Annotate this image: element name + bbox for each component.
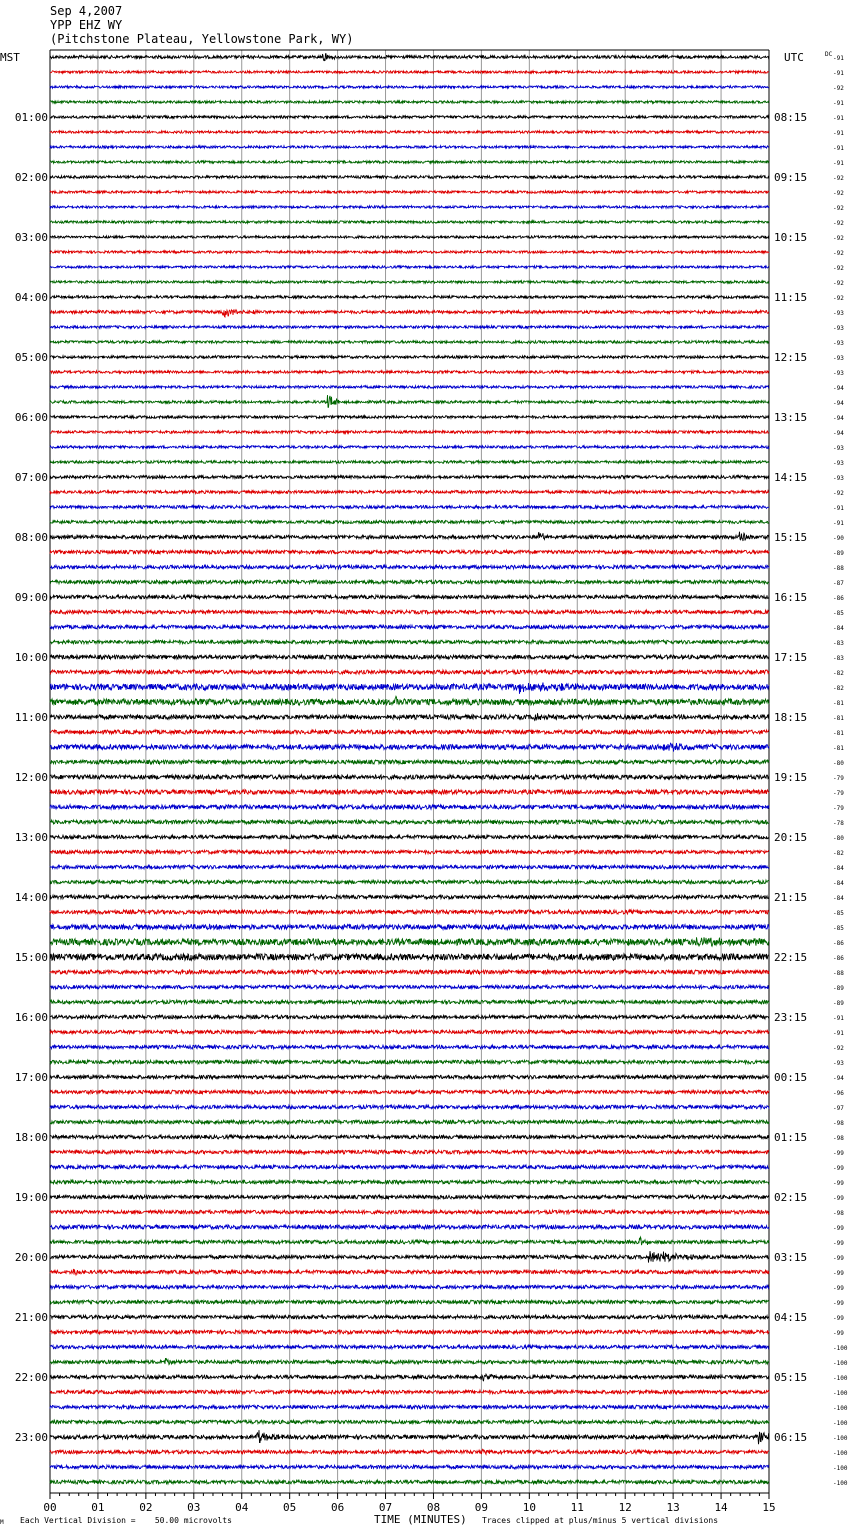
- right-hour-label: 02:15: [774, 1191, 808, 1204]
- x-tick-label: 14: [714, 1501, 728, 1514]
- right-hour-label: 16:15: [774, 591, 808, 604]
- dc-offset-label: -93: [833, 370, 844, 377]
- dc-offset-label: -94: [833, 385, 844, 392]
- left-hour-label: 02:00: [14, 171, 48, 184]
- left-hour-label: 04:00: [14, 291, 48, 304]
- trace-line-1: [50, 71, 769, 73]
- trace-line-19: [50, 341, 769, 344]
- dc-offset-label: -92: [833, 250, 844, 257]
- trace-line-68: [50, 1075, 769, 1079]
- dc-offset-label: -92: [833, 295, 844, 302]
- left-hour-label: 11:00: [14, 711, 48, 724]
- trace-line-88: [50, 1374, 769, 1381]
- dc-offset-label: -80: [833, 760, 844, 767]
- trace-line-8: [50, 176, 769, 179]
- dc-offset-label: -89: [833, 1000, 844, 1007]
- dc-offset-label: -99: [833, 1240, 844, 1247]
- dc-offset-label: -99: [833, 1225, 844, 1232]
- dc-offset-label: -85: [833, 910, 844, 917]
- trace-line-49: [50, 790, 769, 794]
- trace-line-91: [50, 1420, 769, 1424]
- trace-line-44: [50, 713, 769, 720]
- dc-offset-label: -98: [833, 1210, 844, 1217]
- trace-layer: [50, 54, 769, 1484]
- trace-line-86: [50, 1345, 769, 1349]
- dc-offset-label: -86: [833, 955, 844, 962]
- dc-offset-label: -100: [833, 1360, 848, 1367]
- trace-line-69: [50, 1090, 769, 1094]
- trace-line-81: [50, 1269, 769, 1275]
- dc-offset-label: -79: [833, 775, 844, 782]
- header-date: Sep 4,2007: [50, 4, 123, 18]
- dc-offset-label: -83: [833, 655, 844, 662]
- trace-line-77: [50, 1210, 769, 1214]
- dc-offset-label: -93: [833, 340, 844, 347]
- left-hour-label: 12:00: [14, 771, 48, 784]
- right-hour-label: 15:15: [774, 531, 808, 544]
- dc-offset-label: -99: [833, 1300, 844, 1307]
- dc-offset-label: -81: [833, 715, 844, 722]
- dc-offset-label: -82: [833, 685, 844, 692]
- dc-label: DC: [825, 51, 833, 58]
- trace-line-50: [50, 805, 769, 809]
- dc-offset-label: -94: [833, 400, 844, 407]
- x-tick-label: 09: [474, 1501, 489, 1514]
- trace-line-33: [50, 550, 769, 554]
- trace-line-56: [50, 895, 769, 899]
- right-hour-label: 18:15: [774, 711, 808, 724]
- dc-offset-label: -98: [833, 1135, 844, 1142]
- left-hour-label: 09:00: [14, 591, 48, 604]
- dc-offset-label: -98: [833, 1120, 844, 1127]
- trace-line-73: [50, 1150, 769, 1155]
- dc-offset-label: -91: [833, 1015, 844, 1022]
- dc-offset-label: -83: [833, 640, 844, 647]
- right-timezone-label: UTC: [784, 51, 804, 64]
- dc-offset-label: -100: [833, 1405, 848, 1412]
- trace-line-48: [50, 775, 769, 779]
- trace-line-3: [50, 101, 769, 103]
- dc-offset-label: -92: [833, 490, 844, 497]
- dc-offset-label: -86: [833, 595, 844, 602]
- x-tick-label: 04: [235, 1501, 249, 1514]
- dc-offset-label: -88: [833, 970, 844, 977]
- trace-line-83: [50, 1300, 769, 1304]
- dc-offset-label: -99: [833, 1180, 844, 1187]
- trace-line-74: [50, 1165, 769, 1169]
- x-tick-label: 12: [618, 1501, 632, 1514]
- dc-offset-label: -84: [833, 880, 844, 887]
- dc-offset-label: -99: [833, 1285, 844, 1292]
- x-tick-label: 11: [570, 1501, 584, 1514]
- trace-line-62: [50, 985, 769, 989]
- dc-offset-label: -99: [833, 1195, 844, 1202]
- dc-offset-label: -99: [833, 1150, 844, 1157]
- dc-offset-label: -93: [833, 475, 844, 482]
- trace-line-52: [50, 835, 769, 839]
- dc-offset-label: -91: [833, 145, 844, 152]
- trace-line-53: [50, 850, 769, 854]
- trace-line-7: [50, 161, 769, 163]
- dc-offset-label: -92: [833, 235, 844, 242]
- trace-line-60: [50, 954, 769, 960]
- trace-line-31: [50, 521, 769, 524]
- trace-line-54: [50, 865, 769, 869]
- left-hour-label: 15:00: [14, 951, 48, 964]
- x-axis-title: TIME (MINUTES): [374, 1513, 467, 1526]
- trace-line-0: [50, 54, 769, 61]
- right-hour-label: 06:15: [774, 1431, 808, 1444]
- x-tick-label: 13: [666, 1501, 680, 1514]
- trace-line-2: [50, 86, 769, 88]
- dc-offset-label: -87: [833, 580, 844, 587]
- dc-offset-label: -81: [833, 730, 844, 737]
- trace-line-92: [50, 1430, 769, 1444]
- right-hour-label: 12:15: [774, 351, 808, 364]
- dc-offset-label: -92: [833, 190, 844, 197]
- right-hour-label: 01:15: [774, 1131, 808, 1144]
- trace-line-43: [50, 696, 769, 705]
- dc-offset-label: -93: [833, 1060, 844, 1067]
- trace-line-85: [50, 1330, 769, 1334]
- right-hour-label: 21:15: [774, 891, 808, 904]
- trace-line-21: [50, 371, 769, 374]
- trace-line-30: [50, 506, 769, 509]
- left-hour-label: 07:00: [14, 471, 48, 484]
- dc-offset-label: -94: [833, 1075, 844, 1082]
- trace-line-79: [50, 1237, 769, 1245]
- dc-offset-label: -93: [833, 445, 844, 452]
- left-hour-label: 13:00: [14, 831, 48, 844]
- x-tick-label: 07: [378, 1501, 393, 1514]
- trace-line-90: [50, 1405, 769, 1409]
- trace-line-75: [50, 1180, 769, 1184]
- dc-offset-label: -85: [833, 610, 844, 617]
- trace-line-58: [50, 925, 769, 930]
- dc-offset-label: -92: [833, 1045, 844, 1052]
- trace-line-64: [50, 1015, 769, 1019]
- right-hour-label: 03:15: [774, 1251, 808, 1264]
- dc-offset-label: -93: [833, 355, 844, 362]
- dc-offset-label: -84: [833, 895, 844, 902]
- dc-offset-label: -91: [833, 1030, 844, 1037]
- dc-offset-label: -93: [833, 460, 844, 467]
- trace-line-13: [50, 251, 769, 253]
- left-hour-label: 20:00: [14, 1251, 48, 1264]
- left-hour-label: 22:00: [14, 1371, 48, 1384]
- trace-line-89: [50, 1390, 769, 1394]
- trace-line-10: [50, 206, 769, 208]
- right-hour-label: 20:15: [774, 831, 808, 844]
- trace-line-93: [50, 1449, 769, 1454]
- clip-note: Traces clipped at plus/minus 5 vertical divisions: [482, 1516, 719, 1525]
- right-hour-label: 11:15: [774, 291, 808, 304]
- trace-line-39: [50, 640, 769, 644]
- trace-line-14: [50, 266, 769, 268]
- left-hour-label: 05:00: [14, 351, 48, 364]
- dc-offset-label: -92: [833, 220, 844, 227]
- trace-line-76: [50, 1195, 769, 1199]
- dc-offset-label: -99: [833, 1330, 844, 1337]
- trace-line-5: [50, 131, 769, 133]
- dc-offset-label: -100: [833, 1465, 848, 1472]
- trace-line-18: [50, 326, 769, 329]
- dc-offset-label: -99: [833, 1165, 844, 1172]
- left-hour-label: 16:00: [14, 1011, 48, 1024]
- trace-line-72: [50, 1135, 769, 1139]
- trace-line-82: [50, 1285, 769, 1289]
- trace-line-42: [50, 683, 769, 694]
- left-hour-label: 01:00: [14, 111, 48, 124]
- trace-line-27: [50, 461, 769, 464]
- trace-line-84: [50, 1315, 769, 1319]
- trace-line-66: [50, 1045, 769, 1049]
- trace-line-35: [50, 580, 769, 584]
- dc-offset-label: -93: [833, 310, 844, 317]
- header-location: (Pitchstone Plateau, Yellowstone Park, WY): [50, 32, 354, 46]
- left-hour-label: 08:00: [14, 531, 48, 544]
- right-hour-label: 08:15: [774, 111, 808, 124]
- dc-offset-label: -86: [833, 940, 844, 947]
- trace-line-87: [50, 1358, 769, 1365]
- trace-line-17: [50, 309, 769, 317]
- dc-offset-label: -91: [833, 520, 844, 527]
- right-hour-label: 00:15: [774, 1071, 808, 1084]
- trace-line-24: [50, 416, 769, 419]
- right-hour-label: 19:15: [774, 771, 808, 784]
- trace-line-16: [50, 296, 769, 299]
- left-timezone-label: MST: [0, 51, 20, 64]
- trace-line-6: [50, 146, 769, 148]
- trace-line-40: [50, 655, 769, 659]
- trace-line-36: [50, 595, 769, 599]
- dc-offset-label: -80: [833, 835, 844, 842]
- dc-offset-label: -92: [833, 280, 844, 287]
- trace-line-9: [50, 191, 769, 193]
- trace-line-55: [50, 880, 769, 884]
- trace-line-38: [50, 625, 769, 629]
- dc-offset-label: -92: [833, 175, 844, 182]
- right-hour-label: 22:15: [774, 951, 808, 964]
- dc-offset-label: -88: [833, 565, 844, 572]
- trace-line-29: [50, 491, 769, 494]
- corner-mark: M: [0, 1519, 4, 1526]
- trace-line-65: [50, 1030, 769, 1034]
- left-hour-label: 23:00: [14, 1431, 48, 1444]
- dc-offset-label: -90: [833, 535, 844, 542]
- trace-line-47: [50, 760, 769, 764]
- x-tick-label: 00: [43, 1501, 57, 1514]
- dc-offset-label: -99: [833, 1255, 844, 1262]
- dc-offset-label: -92: [833, 85, 844, 92]
- dc-offset-label: -89: [833, 985, 844, 992]
- trace-line-20: [50, 356, 769, 359]
- trace-line-34: [50, 565, 769, 569]
- trace-line-59: [50, 937, 769, 946]
- dc-offset-label: -93: [833, 325, 844, 332]
- trace-line-26: [50, 446, 769, 449]
- trace-line-67: [50, 1060, 769, 1064]
- dc-offset-label: -84: [833, 865, 844, 872]
- left-hour-label: 18:00: [14, 1131, 48, 1144]
- trace-line-4: [50, 116, 769, 119]
- left-hour-label: 10:00: [14, 651, 48, 664]
- trace-line-46: [50, 743, 769, 752]
- right-hour-label: 10:15: [774, 231, 808, 244]
- dc-offset-label: -84: [833, 625, 844, 632]
- dc-offset-label: -82: [833, 850, 844, 857]
- trace-line-37: [50, 610, 769, 614]
- dc-offset-label: -82: [833, 670, 844, 677]
- header-station: YPP EHZ WY: [50, 18, 123, 32]
- dc-offset-label: -85: [833, 925, 844, 932]
- dc-offset-label: -94: [833, 415, 844, 422]
- left-hour-label: 21:00: [14, 1311, 48, 1324]
- dc-offset-label: -81: [833, 700, 844, 707]
- dc-offset-label: -91: [833, 100, 844, 107]
- dc-offset-label: -96: [833, 1090, 844, 1097]
- trace-line-63: [50, 1000, 769, 1004]
- trace-line-11: [50, 221, 769, 223]
- x-tick-label: 02: [139, 1501, 153, 1514]
- dc-offset-label: -92: [833, 265, 844, 272]
- x-axis: [43, 1493, 775, 1514]
- left-hour-label: 19:00: [14, 1191, 48, 1204]
- x-tick-label: 08: [426, 1501, 441, 1514]
- dc-offset-label: -91: [833, 160, 844, 167]
- dc-offset-label: -89: [833, 550, 844, 557]
- left-hour-label: 03:00: [14, 231, 48, 244]
- x-tick-label: 01: [91, 1501, 105, 1514]
- trace-line-78: [50, 1225, 769, 1229]
- right-hour-label: 13:15: [774, 411, 808, 424]
- dc-offset-label: -100: [833, 1390, 848, 1397]
- dc-offset-label: -92: [833, 205, 844, 212]
- right-hour-label: 05:15: [774, 1371, 808, 1384]
- trace-line-23: [50, 395, 769, 407]
- trace-line-70: [50, 1105, 769, 1109]
- trace-line-45: [50, 730, 769, 734]
- dc-offset-label: -99: [833, 1270, 844, 1277]
- x-tick-label: 03: [187, 1501, 201, 1514]
- scale-note: Each Vertical Division = 50.00 microvolts: [20, 1516, 232, 1525]
- dc-offset-label: -79: [833, 790, 844, 797]
- dc-offset-label: -78: [833, 820, 844, 827]
- trace-line-61: [50, 970, 769, 974]
- dc-offset-label: -91: [833, 55, 844, 62]
- dc-offset-label: -91: [833, 115, 844, 122]
- dc-offset-label: -94: [833, 430, 844, 437]
- dc-offset-label: -79: [833, 805, 844, 812]
- right-hour-label: 04:15: [774, 1311, 808, 1324]
- trace-line-32: [50, 532, 769, 541]
- dc-offset-label: -100: [833, 1375, 848, 1382]
- x-tick-label: 10: [522, 1501, 536, 1514]
- trace-line-22: [50, 386, 769, 389]
- trace-line-80: [50, 1251, 769, 1263]
- trace-line-95: [50, 1480, 769, 1484]
- dc-offset-label: -97: [833, 1105, 844, 1112]
- trace-line-12: [50, 236, 769, 238]
- dc-offset-label: -100: [833, 1435, 848, 1442]
- x-tick-label: 15: [762, 1501, 776, 1514]
- trace-line-25: [50, 431, 769, 434]
- dc-offset-label: -100: [833, 1420, 848, 1427]
- dc-offset-label: -91: [833, 70, 844, 77]
- trace-line-15: [50, 281, 769, 283]
- right-hour-label: 14:15: [774, 471, 808, 484]
- trace-line-71: [50, 1120, 769, 1124]
- trace-line-51: [50, 820, 769, 824]
- dc-offset-label: -100: [833, 1345, 848, 1352]
- x-tick-label: 05: [283, 1501, 297, 1514]
- dc-offset-label: -91: [833, 505, 844, 512]
- trace-line-41: [50, 670, 769, 674]
- dc-offset-label: -81: [833, 745, 844, 752]
- right-hour-label: 17:15: [774, 651, 808, 664]
- x-tick-label: 06: [330, 1501, 345, 1514]
- right-hour-label: 23:15: [774, 1011, 808, 1024]
- dc-offset-label: -100: [833, 1480, 848, 1487]
- dc-offset-label: -91: [833, 130, 844, 137]
- dc-offset-label: -99: [833, 1315, 844, 1322]
- left-hour-label: 14:00: [14, 891, 48, 904]
- dc-offset-label: -100: [833, 1450, 848, 1457]
- trace-line-94: [50, 1465, 769, 1469]
- trace-line-57: [50, 910, 769, 914]
- left-hour-label: 06:00: [14, 411, 48, 424]
- left-hour-label: 17:00: [14, 1071, 48, 1084]
- trace-line-28: [50, 476, 769, 479]
- right-hour-label: 09:15: [774, 171, 808, 184]
